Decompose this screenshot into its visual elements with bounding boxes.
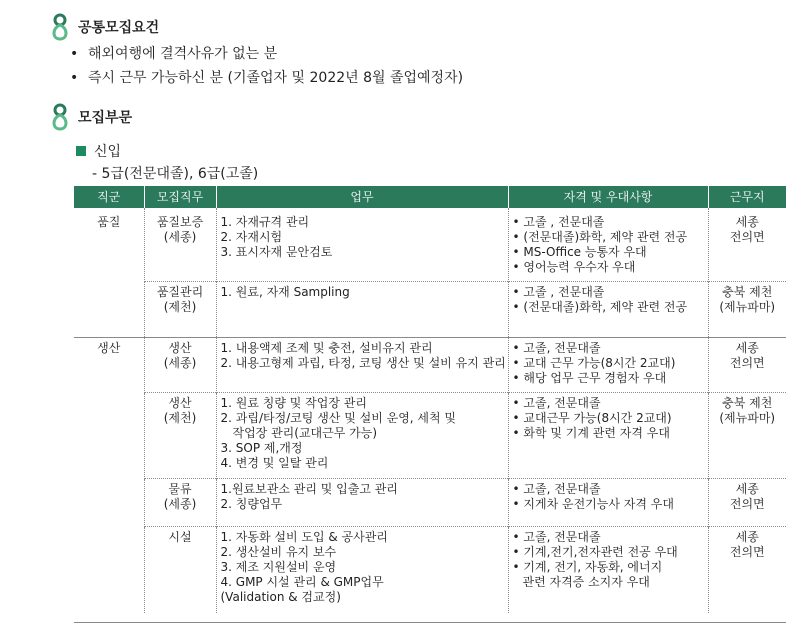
- recruit-section-title: 모집부문: [78, 110, 133, 126]
- qualifications-cell: • 고졸, 전문대졸 • 기계,전기,전자관련 전공 우대 • 기계, 전기, 자동화, 에너지 관련 자격증 소지자 우대: [508, 527, 708, 613]
- table-header-row: [74, 186, 786, 208]
- company-logo-icon: [50, 102, 70, 132]
- role-cell: 품질관리 (제천): [144, 282, 216, 338]
- common-section-title: 공통모집요건: [78, 20, 160, 36]
- location-cell: 세종 전의면: [708, 479, 786, 527]
- common-item-2: • 즉시 근무 가능하신 분 (기졸업자 및 2022년 8월 졸업예정자): [70, 70, 464, 86]
- header-qualifications: 자격 및 우대사항: [508, 186, 708, 208]
- company-logo-icon: [50, 12, 70, 42]
- table-row: [74, 527, 786, 613]
- duties-cell: 1. 자재규격 관리 2. 자재시험 3. 표시자재 문안검토: [216, 208, 508, 282]
- recruit-table: [74, 186, 786, 613]
- qualifications-cell: • 고졸 , 전문대졸 • (전문대졸)화학, 제약 관련 전공: [508, 282, 708, 338]
- table-bottom-rule: [74, 622, 786, 623]
- qualifications-cell: • 고졸, 전문대졸 • 교대 근무 가능(8시간 2교대) • 해당 업무 근무 경험자 우대: [508, 338, 708, 393]
- duties-cell: 1. 원료, 자재 Sampling: [216, 282, 508, 338]
- role-cell: 시설: [144, 527, 216, 613]
- group-cell: 품질: [97, 215, 121, 229]
- header-location: 근무지: [708, 186, 786, 208]
- common-section-header: [50, 12, 159, 42]
- recruit-sub-title: 신입: [94, 144, 122, 160]
- table-row: [74, 282, 786, 338]
- duties-cell: 1. 원료 칭량 및 작업장 관리 2. 과립/타정/코팅 생산 및 설비 운영, 세척 및 작업장 관리(교대근무 가능) 3. SOP 제,개정 4. 변경 및 일탈 관리: [216, 393, 508, 479]
- location-cell: 세종 전의면: [708, 208, 786, 282]
- location-cell: 세종 전의면: [708, 527, 786, 613]
- location-cell: 세종 전의면: [708, 338, 786, 393]
- role-cell: 물류 (세종): [144, 479, 216, 527]
- role-cell: 생산 (제천): [144, 393, 216, 479]
- recruit-section-header: [50, 102, 132, 132]
- table-row: [74, 479, 786, 527]
- table-row: [74, 338, 786, 393]
- header-duties: 업무: [216, 186, 508, 208]
- duties-cell: 1. 내용액제 조제 및 충전, 설비유지 관리 2. 내용고형제 과립, 타정, 코팅 생산 및 설비 유지 관리: [216, 338, 508, 393]
- role-cell: 품질보증 (세종): [144, 208, 216, 282]
- recruit-grade: - 5급(전문대졸), 6급(고졸): [92, 166, 259, 182]
- location-cell: 충북 제천 (제뉴파마): [708, 282, 786, 338]
- duties-cell: 1.원료보관소 관리 및 입출고 관리 2. 칭량업무: [216, 479, 508, 527]
- role-cell: 생산 (세종): [144, 338, 216, 393]
- common-item-1: • 해외여행에 결격사유가 없는 분: [70, 46, 278, 62]
- group-cell: 생산: [74, 338, 144, 613]
- header-group: 직군: [74, 186, 144, 208]
- square-bullet-icon: [76, 146, 86, 156]
- recruit-subsection: [76, 141, 121, 161]
- qualifications-cell: • 고졸, 전문대졸 • 지게차 운전기능사 자격 우대: [508, 479, 708, 527]
- qualifications-cell: • 고졸 , 전문대졸 • (전문대졸)화학, 제약 관련 전공 • MS-Office 능통자 우대 • 영어능력 우수자 우대: [508, 208, 708, 282]
- qualifications-cell: • 고졸, 전문대졸 • 교대근무 가능(8시간 2교대) • 화학 및 기계 관련 자격 우대: [508, 393, 708, 479]
- duties-cell: 1. 자동화 설비 도입 & 공사관리 2. 생산설비 유지 보수 3. 제조 지원설비 운영 4. GMP 시설 관리 & GMP업무 (Validation & 검교정): [216, 527, 508, 613]
- table-row: [74, 393, 786, 479]
- location-cell: 충북 제천 (제뉴파마): [708, 393, 786, 479]
- table-row: [74, 208, 786, 282]
- header-role: 모집직무: [144, 186, 216, 208]
